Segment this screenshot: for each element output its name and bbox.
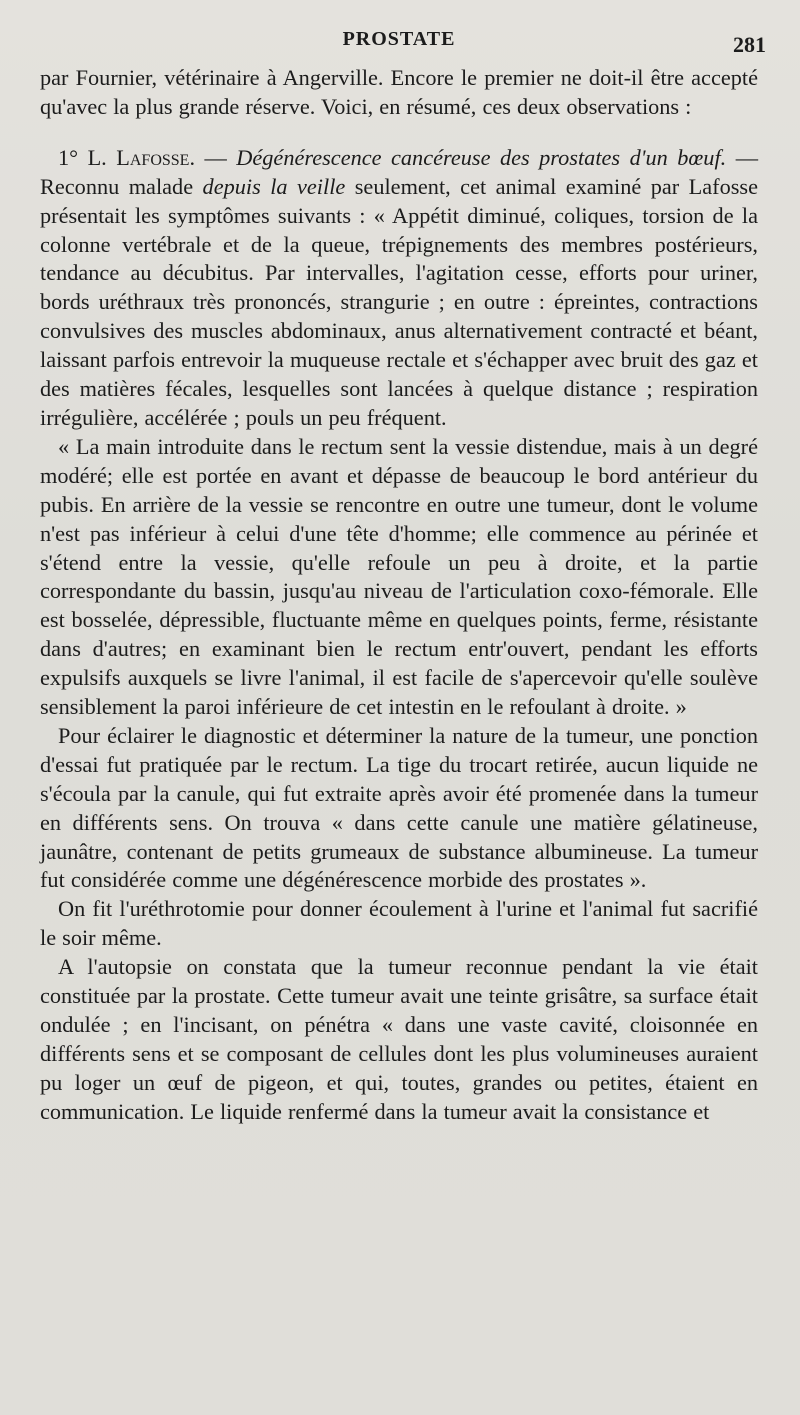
- paragraph-diagnosis: Pour éclairer le diagnostic et déterminer la nature de la tumeur, une ponction d'essai fut pratiquée par le rectum. La tige du trocart retirée, aucun liquide ne s'écoula par la canule, qui fut extraite après avoir été promenée dans la tumeur en différents sens. On trouva « dans cette canule une matière gélatineuse, jaunâtre, contenant de petits grumeaux de substance albumineuse. La tumeur fut considérée comme une dégénérescence morbide des prostates ».: [40, 722, 758, 893]
- running-title: PROSTATE: [342, 28, 456, 50]
- observation-text-start: — Reconnu malade: [40, 144, 758, 199]
- observation-number: 1°: [58, 144, 88, 170]
- dash: —: [195, 144, 237, 170]
- paragraph-observation-1: [40, 144, 758, 433]
- paragraph-autopsy: A l'autopsie on constata que la tumeur reconnue pendant la vie était constituée par la prostate. Cette tumeur avait une teinte grisâtre, sa surface était ondulée ; en l'incisant, on pénétra « dans une vaste cavité, cloisonnée en différents sens et se composant de cellules dont les plus volumineuses auraient pu loger un œuf de pigeon, et qui, toutes, grandes ou petites, étaient en communication. Le liquide renfermé dans la tumeur avait la consistance et: [40, 954, 758, 1124]
- body-text: [40, 64, 758, 1127]
- paragraph-rectal-exam: « La main introduite dans le rectum sent la vessie distendue, mais à un degré modéré; elle est portée en avant et dépasse de beaucoup le bord antérieur du pubis. En arrière de la vessie se rencontre en outre une tumeur, dont le volume n'est pas inférieur à celui d'une tête d'homme; elle commence au périnée et s'étend entre la vessie, qu'elle refoule un peu à droite, et la partie correspondante du bassin, jusqu'au niveau de l'articulation coxo-fémorale. Elle est bosselée, dépressible, fluctuante même en quelques points, ferme, résistante dans d'autres; en examinant bien le rectum entr'ouvert, pendant les efforts expulsifs auxquels se livre l'animal, il est facile de s'apercevoir qu'elle soulève sensiblement la paroi inférieure de cet intestin en le refoulant à droite. »: [40, 433, 758, 720]
- observation-author: L. Lafosse.: [87, 144, 196, 170]
- observation-text-rest: seulement, cet animal examiné par Lafosse présentait les symptômes suivants : « Appétit diminué, coliques, torsion de la colonne vertébrale et de la queue, trépignements des membres postérieurs, tendance au décubitus. Par intervalles, l'agitation cesse, efforts pour uriner, bords uréthraux très prononcés, strangurie ; en outre : épreintes, contractions convulsives des muscles abdominaux, anus alternativement contracté et béant, laissant parfois entrevoir la muqueuse rectale et s'échapper avec bruit des gaz et des matières fécales, lesquelles sont lancées à quelque distance ; respiration irrégulière, accélérée ; pouls un peu fréquent.: [40, 173, 758, 430]
- paragraph-intro: par Fournier, vétérinaire à Angerville. Encore le premier ne doit-il être accepté qu'avec la plus grande réserve. Voici, en résumé, ces deux observations :: [40, 65, 758, 119]
- observation-emphasis: depuis la veille: [202, 173, 346, 199]
- paragraph-urethrotomy: On fit l'uréthrotomie pour donner écoulement à l'urine et l'animal fut sacrifié le soir même.: [40, 896, 758, 951]
- page-number: 281: [733, 32, 766, 57]
- page-header: [40, 24, 766, 64]
- observation-title: Dégénérescence cancéreuse des prostates d'un bœuf.: [236, 144, 727, 170]
